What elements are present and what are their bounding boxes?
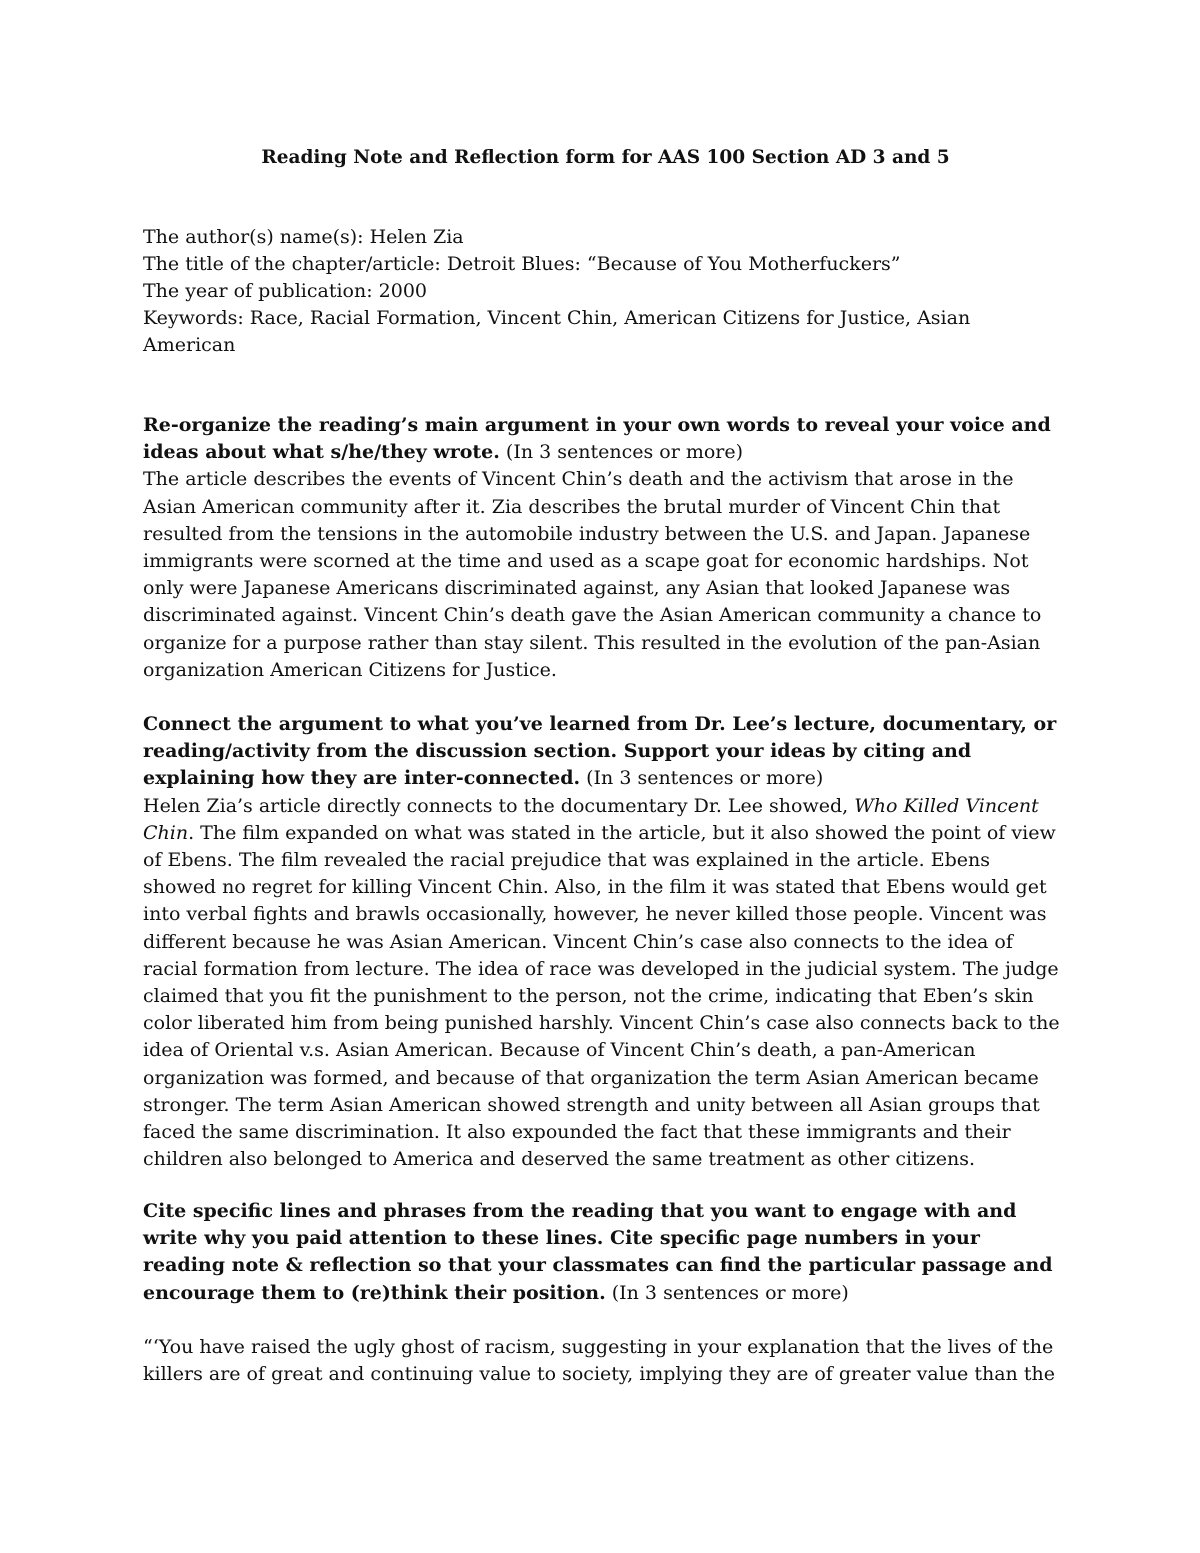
section-prompt <box>143 1198 1068 1307</box>
cited-quote: “‘You have raised the ugly ghost of racism, suggesting in your explanation that the lives of the killers are of great and continuing value to society, implying they are of greater value than the <box>143 1336 1055 1386</box>
answer-text-continued: . The film expanded on what was stated in the article, but it also showed the point of view of Ebens. The film revealed the racial prejudice that was explained in the article. Ebens showed no regret for killing Vincent Chin. Also, in the film it was stated that Ebens would get into verbal fights and brawls occasionally, however, he never killed those people. Vincent was different because he was Asian American. Vincent Chin’s case also connects to the idea of racial formation from lecture. The idea of race was developed in the judicial system. The judge claimed that you fit the punishment to the person, not the crime, indicating that Eben’s skin color liberated him from being punished harshly. Vincent Chin’s case also connects back to the idea of Oriental v.s. Asian American. Because of Vincent Chin’s death, a pan-American organization was formed, and because of that organization the term Asian American became stronger. The term Asian American showed strength and unity between all Asian groups that faced the same discrimination. It also expounded the fact that these immigrants and their children also belonged to America and deserved the same treatment as other citizens. <box>143 821 1060 1171</box>
chapter-title-line: The title of the chapter/article: Detroit Blues: “Because of You Motherfuckers” <box>143 253 901 275</box>
citation-section <box>143 1198 1068 1388</box>
prompt-text: Cite specific lines and phrases from the reading that you want to engage with and write why you paid attention to these lines. Cite specific page numbers in your reading note & reflection so that your classmates can find the particular passage and encourage them to (re)think their position. <box>143 1200 1053 1304</box>
page-title: Reading Note and Reflection form for AAS 100 Section AD 3 and 5 <box>261 147 950 168</box>
film-title: Who Killed Vincent Chin <box>143 794 1039 844</box>
main-argument-section <box>143 412 1068 684</box>
prompt-note: (In 3 sentences or more) <box>499 441 744 464</box>
prompt-text: Re-organize the reading’s main argument in your own words to reveal your voice and ideas about what s/he/they wrote. <box>143 414 1051 464</box>
section-prompt <box>143 711 1068 793</box>
publication-year-line: The year of publication: 2000 <box>143 280 427 302</box>
section-answer: The article describes the events of Vincent Chin’s death and the activism that arose in the Asian American community after it. Zia describes the brutal murder of Vincent Chin that resulted from the tensions in the automobile industry between the U.S. and Japan. Japanese immigrants were scorned at the time and used as a scape goat for economic hardships. Not only were Japanese Americans discriminated against, any Asian that looked Japanese was discriminated against. Vincent Chin’s death gave the Asian American community a chance to organize for a purpose rather than stay silent. This resulted in the evolution of the pan-Asian organization American Citizens for Justice. <box>143 468 1042 681</box>
author-line: The author(s) name(s): Helen Zia <box>143 226 464 248</box>
prompt-text: Connect the argument to what you’ve learned from Dr. Lee’s lecture, documentary, or reading/activity from the discussion section. Support your ideas by citing and explaining how they are inter-connected. <box>143 713 1057 790</box>
section-prompt <box>143 412 1068 466</box>
section-answer <box>143 793 1068 1174</box>
prompt-note: (In 3 sentences or more) <box>605 1281 849 1304</box>
prompt-note: (In 3 sentences or more) <box>580 767 824 790</box>
reading-metadata <box>143 224 1068 359</box>
connection-section <box>143 711 1068 1173</box>
keywords-line-continued: American <box>143 334 236 356</box>
spacer <box>143 1307 1068 1334</box>
keywords-line: Keywords: Race, Racial Formation, Vincent Chin, American Citizens for Justice, Asian <box>143 307 971 329</box>
answer-text: Helen Zia’s article directly connects to the documentary Dr. Lee showed, <box>143 794 855 817</box>
